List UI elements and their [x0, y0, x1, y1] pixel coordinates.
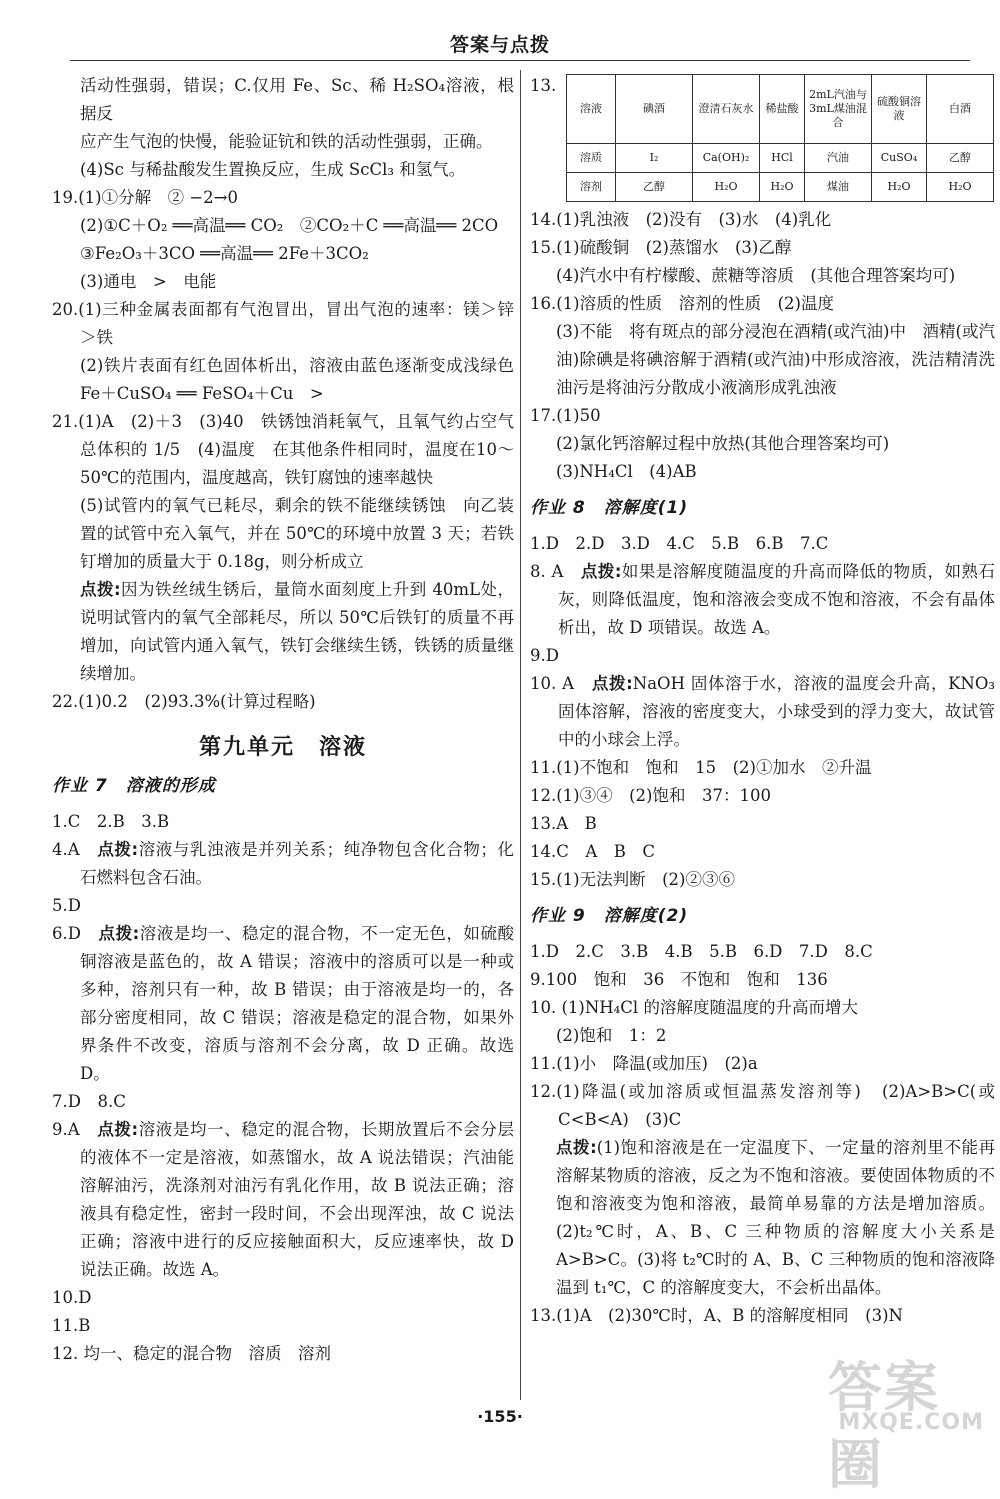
- table-cell: H₂O: [760, 173, 805, 202]
- answer-line: 14.C A B C: [530, 842, 656, 861]
- answer-16-3: (3)不能 将有斑点的部分浸泡在酒精(或汽油)中 酒精(或汽油)除碘是将碘溶解于酒精(或汽油)中形成溶液，洗洁精清洗油污是将油污分散成小液滴形成乳浊液: [556, 322, 995, 397]
- answer-19-3: ③Fe₂O₃＋3CO ══高温══ 2Fe＋3CO₂: [80, 244, 369, 263]
- answer-21-hint: [52, 576, 514, 688]
- answer-19-4: (3)通电 > 电能: [80, 272, 217, 291]
- table-cell: 白酒: [927, 75, 994, 144]
- answer-line: 11.B: [52, 1316, 91, 1335]
- answer-21-5: (5)试管内的氧气已耗尽，剩余的铁不能继续锈蚀 向乙装置的试管中充入氧气，并在 50℃的环境中放置 3 天；若铁钉增加的质量大于 0.18g，则分析成立: [80, 496, 514, 571]
- table-cell: 稀盐酸: [760, 75, 805, 144]
- answer-20-2: (2)铁片表面有红色固体析出，溶液由蓝色逐渐变成浅绿色 Fe＋CuSO₄ ══ FeSO₄＋Cu >: [80, 356, 531, 403]
- answer-line: 13.(1)A (2)30℃时，A、B 的溶解度相同 (3)N: [530, 1306, 903, 1325]
- answer-line: 7.D 8.C: [52, 1092, 126, 1111]
- answer-20-1: 20.(1)三种金属表面都有气泡冒出，冒出气泡的速率：镁＞锌＞铁: [52, 300, 514, 347]
- answer-6: [52, 920, 514, 1088]
- answer-17: 17.(1)50: [530, 406, 601, 425]
- answer-4: [52, 836, 514, 892]
- answer-line: 11.(1)不饱和 饱和 15 (2)①加水 ②升温: [530, 758, 872, 777]
- table-cell: 乙醇: [927, 144, 994, 173]
- table-row: [567, 173, 994, 202]
- table-cell: 乙醇: [616, 173, 693, 202]
- hint-label: 点拨:: [556, 1138, 597, 1157]
- hint-label: 点拨:: [80, 580, 121, 599]
- table-cell: 澄清石灰水: [693, 75, 760, 144]
- right-column: [530, 72, 995, 1330]
- table-cell: 溶剂: [567, 173, 616, 202]
- text-line: 应产生气泡的快慢，能验证钪和铁的活动性强弱，正确。: [80, 132, 493, 151]
- table-cell: 硫酸铜溶液: [872, 75, 927, 144]
- answer-16: 16.(1)溶质的性质 溶剂的性质 (2)温度: [530, 294, 834, 313]
- page-header: 答案与点拨: [449, 34, 550, 56]
- unit-title: 第九单元 溶液: [198, 735, 367, 760]
- answer-line: 9.D: [530, 646, 559, 665]
- answer-line: 10.D: [52, 1288, 92, 1307]
- page-number: ·155·: [477, 1407, 523, 1426]
- watermark-url: MXQE.COM: [838, 1410, 984, 1435]
- table-cell: 2mL汽油与3mL煤油混合: [805, 75, 872, 144]
- hint-text: 溶液是均一、稳定的混合物，不一定无色，如硫酸铜溶液是蓝色的，故 A 错误；溶液中的溶质可以是一种或多种，溶剂只有一种，故 B 错误；由于溶液是均一的，各部分密度相同，故 C 错误；溶液是稳定的混合物，如果外界条件不改变，溶质与溶剂不会分离，故 D 正确。故选 D。: [80, 924, 514, 1083]
- answer-num: 9.A: [52, 1120, 98, 1139]
- table-cell: 溶质: [567, 144, 616, 173]
- table-row: [567, 144, 994, 173]
- question-13: [530, 72, 995, 202]
- section-title: 作业 8 溶解度(1): [530, 498, 689, 518]
- table-header-row: [567, 75, 994, 144]
- table-cell: 溶液: [567, 75, 616, 144]
- answer-15-4: (4)汽水中有柠檬酸、蔗糖等溶质 (其他合理答案均可): [556, 266, 956, 285]
- table-cell: CuSO₄: [872, 144, 927, 173]
- hint-text: (1)饱和溶液是在一定温度下、一定量的溶剂里不能再溶解某物质的溶液，反之为不饱和溶液。要使固体物质的不饱和溶液变为饱和溶液，最简单易靠的方法是增加溶质。(2)t₂℃时，A、B、C 三种物质的溶解度大小关系是 A>B>C。(3)将 t₂℃时的 A、B、C 三种物质的饱和溶液降温到 t₁℃，C 的溶解度变大，不会析出晶体。: [556, 1138, 995, 1297]
- text-line: 活动性强弱，错误；C.仅用 Fe、Sc、稀 H₂SO₄溶液，根据反: [80, 76, 514, 123]
- answer-10-2: (2)饱和 1：2: [556, 1026, 667, 1045]
- table-cell: 碘酒: [616, 75, 693, 144]
- answer-21-1: 21.(1)A (2)＋3 (3)40 铁锈蚀消耗氧气，且氧气约占空气总体积的 1/5 (4)温度 在其他条件相同时，温度在10～50℃的范围内，温度越高，铁钉腐蚀的速率越快: [52, 412, 514, 487]
- hint-text: NaOH 固体溶于水，溶液的温度会升高，KNO₃固体溶解，溶液的密度变大，小球受到的浮力变大，故试管中的小球会上浮。: [558, 674, 996, 749]
- answer-line: 13.A B: [530, 814, 597, 833]
- answer-17-3: (3)NH₄Cl (4)AB: [556, 462, 697, 481]
- hint-label: 点拨:: [97, 1120, 139, 1139]
- answer-15: 15.(1)硫酸铜 (2)蒸馏水 (3)乙醇: [530, 238, 792, 257]
- section-title: 作业 9 溶解度(2): [530, 906, 689, 926]
- table-cell: H₂O: [927, 173, 994, 202]
- hint-text: 如果是溶解度随温度的升高而降低的物质，如熟石灰，则降低温度，饱和溶液会变成不饱和溶液，不会有晶体析出，故 D 项错误。故选 A。: [558, 562, 996, 637]
- hint-label: 点拨:: [591, 674, 633, 693]
- answer-line: 15.(1)无法判断 (2)②③⑥: [530, 870, 735, 889]
- answer-10: 10. (1)NH₄Cl 的溶解度随温度的升高而增大: [530, 998, 858, 1017]
- table-cell: 煤油: [805, 173, 872, 202]
- hint-label: 点拨:: [97, 840, 139, 859]
- answer-line: 1.D 2.D 3.D 4.C 5.B 6.B 7.C: [530, 534, 829, 553]
- answer-num: 6.D: [52, 924, 99, 943]
- answer-line: 1.D 2.C 3.B 4.B 5.B 6.D 7.D 8.C: [530, 942, 873, 961]
- table-cell: 汽油: [805, 144, 872, 173]
- table-cell: H₂O: [872, 173, 927, 202]
- table-cell: I₂: [616, 144, 693, 173]
- table-cell: Ca(OH)₂: [693, 144, 760, 173]
- left-column: [52, 72, 531, 1368]
- answer-line: 12. 均一、稳定的混合物 溶质 溶剂: [52, 1344, 331, 1363]
- hint-text: 因为铁丝绒生锈后，量筒水面刻度上升到 40mL处，说明试管内的氧气全部耗尽，所以 50℃后铁钉的质量不再增加，向试管内通入氧气，铁钉会继续生锈，铁锈的质量继续增加。: [80, 580, 514, 683]
- table-cell: H₂O: [693, 173, 760, 202]
- answer-8: [530, 558, 995, 642]
- answer-9: [52, 1116, 514, 1284]
- answer-19: 19.(1)①分解 ② −2→0: [52, 188, 239, 207]
- answer-line: 9.100 饱和 36 不饱和 饱和 136: [530, 970, 828, 989]
- table-cell: HCl: [760, 144, 805, 173]
- answer-12-hint: [530, 1134, 995, 1302]
- hint-label: 点拨:: [580, 562, 622, 581]
- answer-17-2: (2)氯化钙溶解过程中放热(其他合理答案均可): [556, 434, 890, 453]
- answer-num: 4.A: [52, 840, 98, 859]
- watermark-text: 答案圈: [828, 1356, 940, 1496]
- answer-14: 14.(1)乳浊液 (2)没有 (3)水 (4)乳化: [530, 210, 832, 229]
- header-rule: [70, 60, 970, 61]
- section-title: 作业 7 溶液的形成: [52, 776, 216, 796]
- answer-line: 5.D: [52, 896, 81, 915]
- column-divider: [520, 70, 521, 1400]
- hint-text: 溶液与乳浊液是并列关系；纯净物包含化合物；化石燃料包含石油。: [80, 840, 515, 887]
- answer-19-2: (2)①C＋O₂ ══高温══ CO₂ ②CO₂＋C ══高温══ 2CO: [80, 216, 499, 235]
- answer-num: 8. A: [530, 562, 581, 581]
- answer-num: 13.: [530, 76, 557, 95]
- hint-text: 溶液是均一、稳定的混合物，长期放置后不会分层的液体不一定是溶液，如蒸馏水，故 A 说法错误；汽油能溶解油污，洗涤剂对油污有乳化作用，故 B 说法正确；溶液具有稳定性，密封一段时间，不会出现浑浊，故 C 说法正确；溶液中进行的反应接触面积大，反应速率快，故 D 说法正确。故选 A。: [80, 1120, 515, 1279]
- answer-22: 22.(1)0.2 (2)93.3%(计算过程略): [52, 692, 316, 711]
- answer-line: 1.C 2.B 3.B: [52, 812, 170, 831]
- text-line: (4)Sc 与稀盐酸发生置换反应，生成 ScCl₃ 和氢气。: [80, 160, 466, 179]
- answer-line: 12.(1)③④ (2)饱和 37：100: [530, 786, 771, 805]
- answer-line: 11.(1)小 降温(或加压) (2)a: [530, 1054, 758, 1073]
- watermark-logo: [828, 1345, 988, 1496]
- answer-12: 12.(1)降温(或加溶质或恒温蒸发溶剂等) (2)A>B>C(或 C<B<A) (3)C: [530, 1082, 995, 1129]
- hint-label: 点拨:: [98, 924, 140, 943]
- answer-num: 10. A: [530, 674, 592, 693]
- answer-10: [530, 670, 995, 754]
- solution-table: [566, 74, 994, 202]
